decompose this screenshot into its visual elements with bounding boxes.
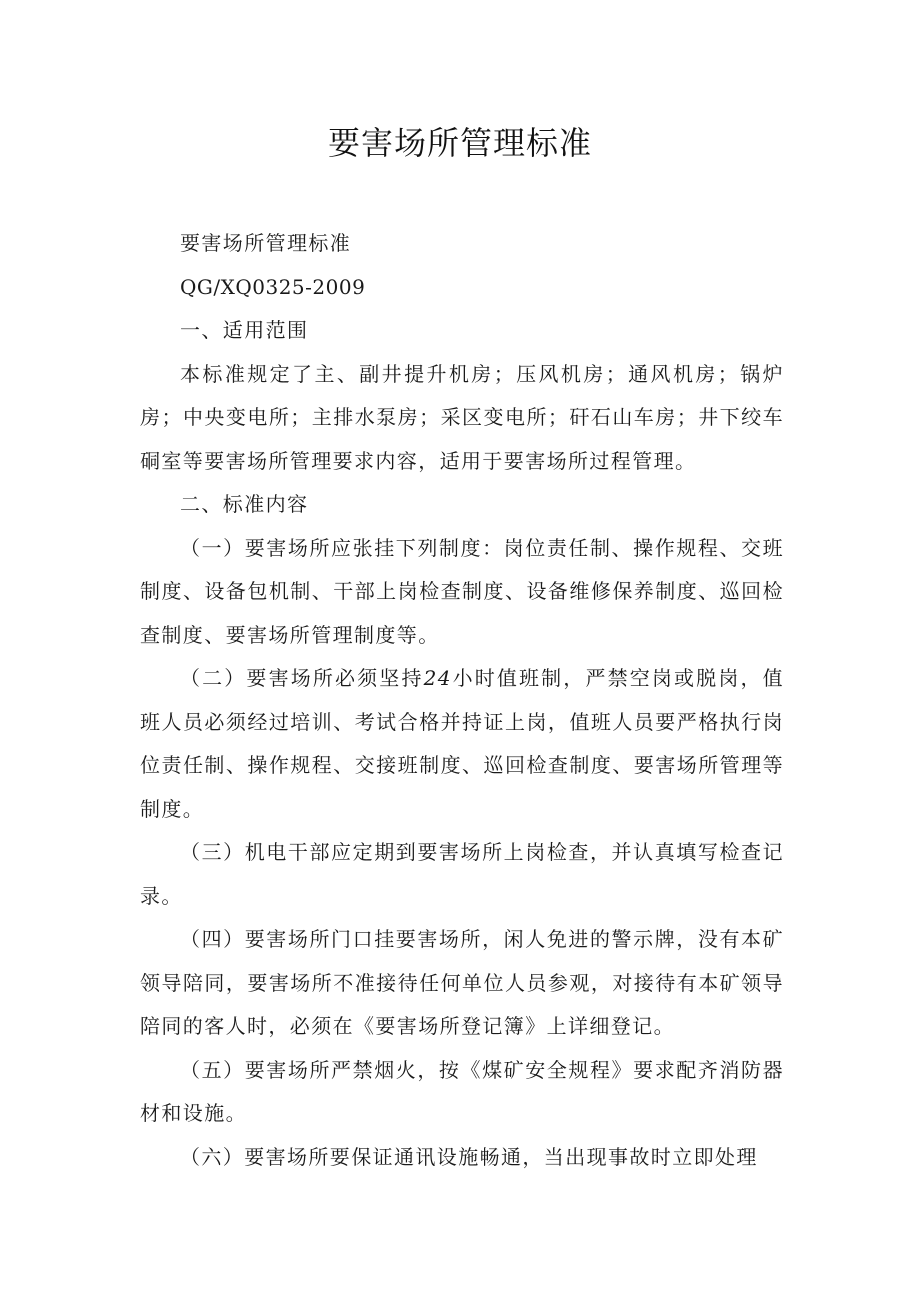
- paragraph-standard-code: QG/XQ0325-2009: [180, 274, 366, 299]
- paragraph-item-1: （一）要害场所应张挂下列制度：岗位责任制、操作规程、交班制度、设备包机制、干部上岗检查制度、设备维修保养制度、巡回检查制度、要害场所管理制度等。: [140, 535, 784, 647]
- paragraph-item-2: [140, 657, 784, 831]
- paragraph-item-3: （三）机电干部应定期到要害场所上岗检查，并认真填写检查记录。: [140, 840, 784, 908]
- document-body: [140, 222, 784, 1179]
- paragraph-section-content: 二、标准内容: [180, 492, 309, 516]
- paragraph-heading-title: 要害场所管理标准: [180, 231, 352, 255]
- paragraph-section-scope: 一、适用范围: [180, 318, 309, 342]
- document-title: 要害场所管理标准: [327, 124, 592, 162]
- paragraph-item-5: （五）要害场所严禁烟火，按《煤矿安全规程》要求配齐消防器材和设施。: [140, 1057, 784, 1125]
- paragraph-item-6: （六）要害场所要保证通讯设施畅通，当出现事故时立即处理: [180, 1144, 758, 1169]
- paragraph-item-2-part-b: 小时值班制，严禁空岗或脱岗，值班人员必须经过培训、考试合格并持证上岗，值班人员要严格执行岗位责任制、操作规程、交接班制度、巡回检查制度、要害场所管理等制度。: [140, 666, 785, 821]
- paragraph-item-2-hours: 24: [423, 666, 452, 690]
- paragraph-item-4: （四）要害场所门口挂要害场所，闲人免进的警示牌，没有本矿领导陪同，要害场所不准接待任何单位人员参观，对接待有本矿领导陪同的客人时，必须在《要害场所登记簿》上详细登记。: [140, 927, 784, 1038]
- paragraph-item-2-part-a: （二）要害场所必须坚持: [180, 666, 424, 690]
- paragraph-scope-text: 本标准规定了主、副井提升机房；压风机房；通风机房；锅炉房；中央变电所；主排水泵房；采区变电所；矸石山车房；井下绞车硐室等要害场所管理要求内容，适用于要害场所过程管理。: [140, 361, 784, 473]
